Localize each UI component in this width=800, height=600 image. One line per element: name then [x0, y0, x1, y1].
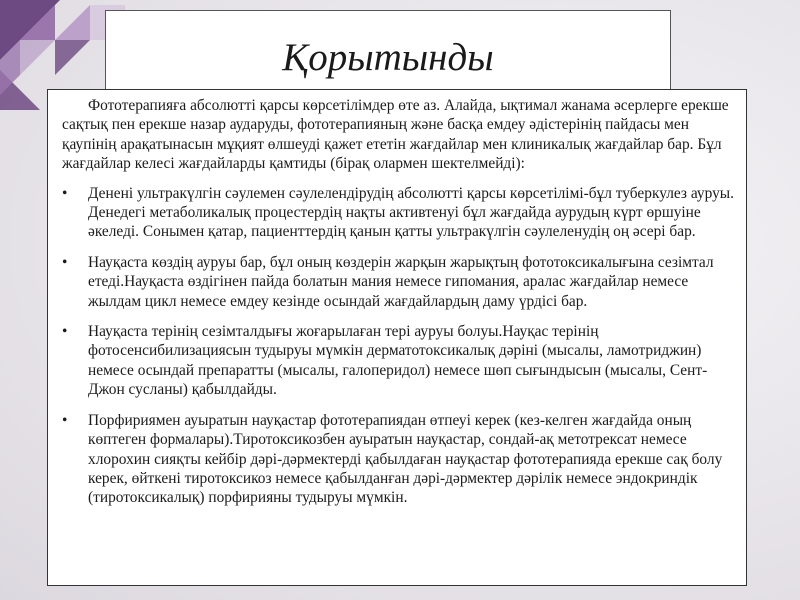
list-item-text: Науқаста көздің ауруы бар, бұл оның көздерін жарқын жарықтың фототоксикалығына сезімтал етеді.Науқаста өздігінен пайда болатын мания немесе гипомания, аралас жағдайлар немесе жылдам цикл немесе емдеу кезінде осындай жағдайлардың даму үрдісі бар.: [88, 253, 714, 310]
list-item: [62, 411, 737, 508]
list-item: [62, 322, 737, 400]
list-item-text: Науқаста терінің сезімталдығы жоғарылаған тері ауруы болуы.Науқас терінің фотосенсибилизациясын тудыруы мүмкін дерматотоксикалық дәріні (мысалы, ламотриджин) немесе осындай препаратты (мысалы, галоперидол) немесе шөп сығындысын (мысалы, Сент-Джон сусланы) қабылдайды.: [88, 323, 708, 399]
list-item-text: Денені ультракүлгін сәулемен сәулелендірудің абсолютті қарсы көрсетілімі-бұл туберкулез ауруы. Денедегі метаболикалық процестердің нақты активтенуі бұл жағдайда аурудың күрт өршуіне әкеледі. Сонымен қатар, пациенттердің қанын қатты ультракүлгін сәулеленудің оң әсері бар.: [88, 184, 734, 241]
list-item-text: Порфириямен ауыратын науқастар фототерапиядан өтпеуі керек (кез-келген жағдайда оның көптеген формалары).Тиротоксикозбен ауыратын науқастар, сондай-ақ метотрексат немесе хлорохин сияқты кейбір дәрі-дәрмектерді қабылдаған науқастар фототерапияда ерекше сақ болу керек, өйткені тиротоксикоз немесе қабылданған дәрі-дәрмектер дәрілік немесе эндокриндік (тиротоксикалық) порфирияны тудыруы мүмкін.: [88, 411, 723, 507]
bullet-list: [62, 184, 737, 508]
bullet-icon: •: [62, 253, 68, 271]
title-box: [105, 10, 671, 98]
list-item: [62, 184, 737, 242]
intro-paragraph: Фототерапияға абсолютті қарсы көрсетілімдер өте аз. Алайда, ықтимал жанама әсерлерге ерекше сақтық пен ерекше назар аударуды, фототерапияның және басқа емдеу әдістерінің пайдасы мен қаупінің арақатынасын мұқият өлшеуді қажет ететін жағдайлар мен клиникалық жағдайлар бар. Бұл жағдайлар келесі жағдайларды қамтиды (бірақ олармен шектелмейді):: [62, 97, 729, 173]
content-box: [47, 89, 747, 586]
bullet-icon: •: [62, 323, 68, 341]
bullet-icon: •: [62, 411, 68, 429]
page-title: Қорытынды: [282, 36, 494, 79]
bullet-icon: •: [62, 184, 68, 202]
list-item: [62, 253, 737, 311]
content-text: [62, 96, 737, 519]
